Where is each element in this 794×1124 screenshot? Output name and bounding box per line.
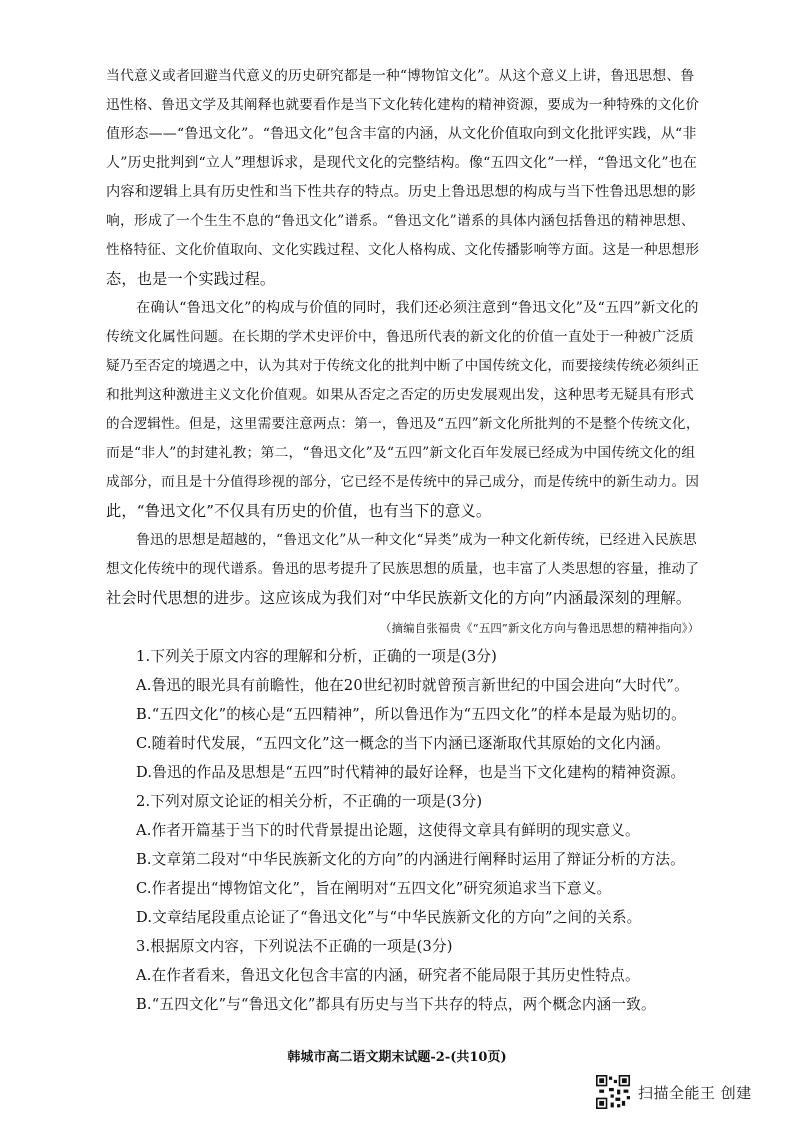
passage-line: 此，“鲁迅文化”不仅具有历史的价值，也有当下的意义。 bbox=[106, 502, 492, 520]
question-option: B.文章第二段对“中华民族新文化的方向”的内涵进行阐释时运用了辩证分析的方法。 bbox=[136, 851, 685, 868]
question-option: D.文章结尾段重点论证了“鲁迅文化”与“中华民族新文化的方向”之间的关系。 bbox=[136, 909, 642, 926]
question-option: A.在作者看来，鲁迅文化包含丰富的内涵，研究者不能局限于其历史性特点。 bbox=[136, 967, 640, 984]
question-option: C.作者提出“博物馆文化”，旨在阐明对“五四文化”研究须追求当下意义。 bbox=[136, 880, 612, 897]
passage-line: 传统文化属性问题。在长期的学术史评价中，鲁迅所代表的新文化的价值一直处于一种被广泛质 bbox=[106, 329, 694, 345]
passage-line: 当代意义或者回避当代意义的历史研究都是一种“博物馆文化”。从这个意义上讲，鲁迅思想、鲁 bbox=[106, 68, 695, 84]
passage-line: 而是“非人”的封建礼教；第二，“鲁迅文化”及“五四”新文化百年发展已经成为中国传统文化的组 bbox=[106, 445, 696, 461]
scanner-watermark bbox=[596, 1074, 752, 1110]
question-option: A.鲁迅的眼光具有前瞻性，他在20世纪初时就曾预言新世纪的中国会进向“大时代”。 bbox=[136, 677, 689, 694]
question-option: A.作者开篇基于当下的时代背景提出论题，这使得文章具有鲜明的现实意义。 bbox=[136, 822, 640, 839]
passage-line: 鲁迅的思想是超越的，“鲁迅文化”从一种文化“异类”成为一种文化新传统，已经进入民族思 bbox=[136, 532, 697, 548]
question-option: B.“五四文化”的核心是“五四精神”，所以鲁迅作为“五四文化”的样本是最为贴切的。 bbox=[136, 706, 686, 723]
passage-line: 在确认“鲁迅文化”的构成与价值的同时，我们还必须注意到“鲁迅文化”及“五四”新文化的 bbox=[136, 300, 699, 316]
passage-line: 态，也是一个实践过程。 bbox=[106, 270, 276, 288]
passage-line: 成部分，而且是十分值得珍视的部分，它已经不是传统中的异己成分，而是传统中的新生动力。因 bbox=[106, 474, 700, 490]
question-stem: 2.下列对原文论证的相关分析，不正确的一项是(3分) bbox=[136, 793, 483, 810]
passage-line: 内容和逻辑上具有历史性和当下性共存的特点。历史上鲁迅思想的构成与当下性鲁迅思想的影 bbox=[106, 184, 696, 200]
passage-line: 响，形成了一个生生不息的“鲁迅文化”谱系。“鲁迅文化”谱系的具体内涵包括鲁迅的精神思想、 bbox=[106, 213, 695, 229]
passage-line: 值形态——“鲁迅文化”。“鲁迅文化”包含丰富的内涵，从文化价值取向到文化批评实践，从“非 bbox=[106, 126, 697, 142]
question-stem: 1.下列关于原文内容的理解和分析，正确的一项是(3分) bbox=[136, 648, 498, 665]
page-footer: 韩城市高二语文期末试题-2-(共10页) bbox=[287, 1050, 507, 1065]
source-citation: （摘编自张福贵《“五四”新文化方向与鲁迅思想的精神指向》） bbox=[380, 621, 700, 635]
question-option: B.“五四文化”与“鲁迅文化”都具有历史与当下共存的特点，两个概念内涵一致。 bbox=[136, 996, 656, 1013]
passage-line: 人”历史批判到“立人”理想诉求，是现代文化的完整结构。像“五四文化”一样，“鲁迅文化”也在 bbox=[106, 155, 698, 171]
passage-line: 想文化传统中的现代谱系。鲁迅的思考提升了民族思想的质量，也丰富了人类思想的容量，推动了 bbox=[106, 561, 700, 577]
question-stem: 3.根据原文内容，下列说法不正确的一项是(3分) bbox=[136, 938, 453, 955]
passage-line: 迅性格、鲁迅文学及其阐释也就要看作是当下文化转化建构的精神资源，要成为一种特殊的文化价 bbox=[106, 97, 700, 113]
passage-line: 疑乃至否定的境遇之中，认为其对于传统文化的批判中断了中国传统文化，而要接续传统必须纠正 bbox=[106, 358, 700, 374]
qr-code-icon bbox=[596, 1075, 630, 1109]
passage-line: 社会时代思想的进步。这应该成为我们对“中华民族新文化的方向”内涵最深刻的理解。 bbox=[106, 589, 692, 607]
question-option: D.鲁迅的作品及思想是“五四”时代精神的最好诠释，也是当下文化建构的精神资源。 bbox=[136, 764, 686, 781]
passage-line: 的合逻辑性。但是，这里需要注意两点：第一，鲁迅及“五四”新文化所批判的不是整个传统文化， bbox=[106, 416, 700, 432]
scanner-stamp-text: 扫描全能王 创建 bbox=[638, 1083, 752, 1102]
question-option: C.随着时代发展，“五四文化”这一概念的当下内涵已逐渐取代其原始的文化内涵。 bbox=[136, 735, 670, 752]
passage-line: 和批判这种激进主义文化价值观。如果从否定之否定的历史发展观出发，这种思考无疑具有形式 bbox=[106, 387, 694, 403]
passage-line: 性格特征、文化价值取向、文化实践过程、文化人格构成、文化传播影响等方面。这是一种思想形 bbox=[106, 242, 700, 258]
